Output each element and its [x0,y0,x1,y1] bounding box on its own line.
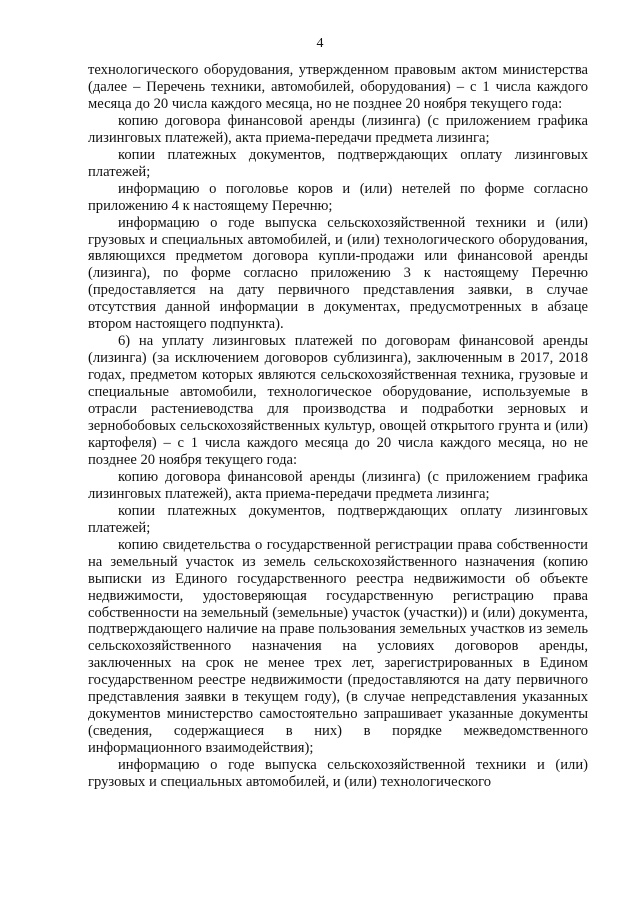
paragraph: информацию о годе выпуска сельскохозяйственной техники и (или) грузовых и специальных автомобилей, и (или) технологического [88,757,588,791]
paragraph: копии платежных документов, подтверждающих оплату лизинговых платежей; [88,146,588,180]
paragraph: 6) на уплату лизинговых платежей по договорам финансовой аренды (лизинга) (за исключением договоров сублизинга), заключенным в 2017, 2018 годах, предметом которых являются сельскохозяйственная техника, грузовые и специальные автомобили, технологическое оборудование, используемые в отрасли растениеводства для производства и подработки зерновых и зернобобовых сельскохозяйственных культур, овощей открытого грунта и (или) картофеля) – с 1 числа каждого месяца до 20 числа каждого месяца, но не позднее 20 ноября текущего года: [88,333,588,468]
paragraph: технологического оборудования, утвержденном правовым актом министерства (далее – Перечень техники, автомобилей, оборудования) – с 1 числа каждого месяца до 20 числа каждого месяца, но не позднее 20 ноября текущего года: [88,62,588,112]
paragraph: копию свидетельства о государственной регистрации права собственности на земельный участок из земель сельскохозяйственного назначения (копию выписки из Единого государственного реестра недвижимости об объекте недвижимости, удостоверяющая государственную регистрацию права собственности на земельный (земельные) участок (участки)) и (или) документа, подтверждающего наличие на праве пользования земельных участков из земель сельскохозяйственного назначения на условиях договоров аренды, заключенных на срок не менее трех лет, зарегистрированных в Едином государственном реестре недвижимости (предоставляются на дату первичного представления заявки в текущем году), (в случае непредставления указанных документов министерство самостоятельно запрашивает указанные документы (сведения, содержащиеся в них) в порядке межведомственного информационного взаимодействия); [88,536,588,757]
page-number: 4 [316,36,324,51]
paragraph: копию договора финансовой аренды (лизинга) (с приложением графика лизинговых платежей), акта приема-передачи предмета лизинга; [88,112,588,146]
paragraph: информацию о поголовье коров и (или) нетелей по форме согласно приложению 4 к настоящему Перечню; [88,180,588,214]
document-body [88,62,588,791]
paragraph: копии платежных документов, подтверждающих оплату лизинговых платежей; [88,502,588,536]
paragraph: копию договора финансовой аренды (лизинга) (с приложением графика лизинговых платежей), акта приема-передачи предмета лизинга; [88,468,588,502]
paragraph: информацию о годе выпуска сельскохозяйственной техники и (или) грузовых и специальных автомобилей, и (или) технологического оборудования, являющихся предметом договора купли-продажи или финансовой аренды (лизинга), по форме согласно приложению 3 к настоящему Перечню (предоставляется на дату первичного представления заявки, в случае отсутствия данной информации в документах, предусмотренных в абзаце втором настоящего подпункта). [88,214,588,333]
